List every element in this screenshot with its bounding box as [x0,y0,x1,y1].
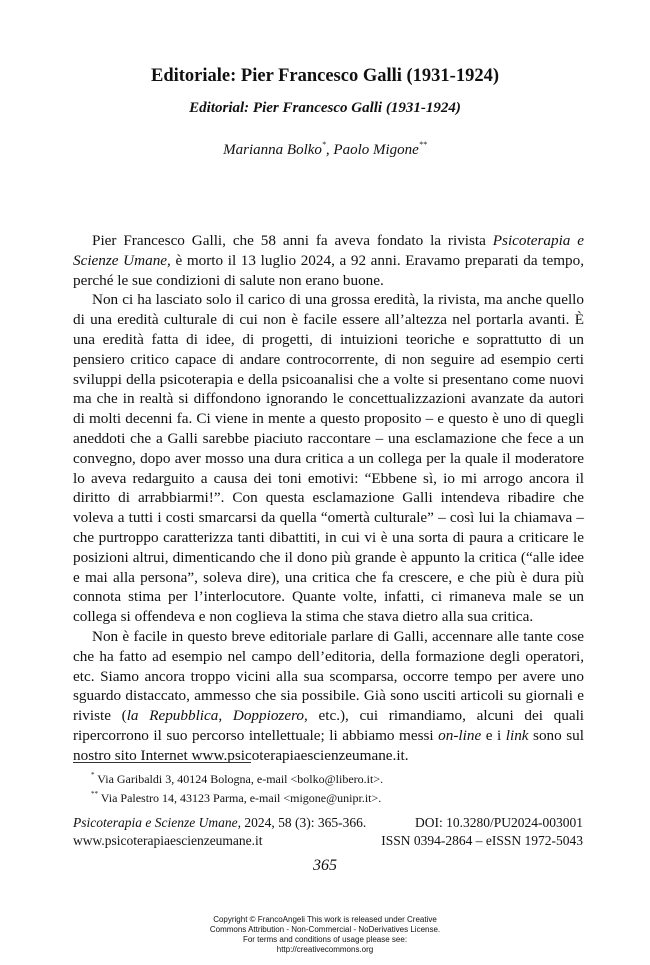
article-body [73,231,584,766]
paragraph [73,627,584,766]
text-run: Pier Francesco Galli, che 58 anni fa aveva fondato la rivista [92,232,493,249]
newspaper-name: la Repubblica [126,707,219,725]
magazine-name: Doppiozero [232,707,305,725]
footnote-marker: * [321,140,326,149]
citation-journal [73,815,366,831]
author-name: Paolo Migone [333,142,419,158]
license-line: For terms and conditions of usage please see: [242,935,408,944]
italic-term: link [505,726,529,744]
page-number: 365 [313,857,337,874]
author-name: Marianna Bolko [223,142,322,158]
journal-website: www.psicoterapiaescienzeumane.it [73,833,263,848]
text-run: , [218,707,233,725]
text-run: , è morto il 13 luglio 2024, a 92 anni. Eravamo preparati da tempo, perché le sue condizioni di salute non erano buone. [73,251,585,289]
license-link[interactable]: http://creativecommons.org [276,945,374,954]
journal-name: Psicoterapia e Scienze Umane [73,232,584,269]
footnote-text: Via Palestro 14, 43123 Parma, e-mail <migone@unipr.it>. [98,791,382,805]
issn: ISSN 0394-2864 – eISSN 1972-5043 [381,833,583,848]
footnote [91,790,381,806]
footnote-marker: * [91,771,95,779]
footnote [91,771,383,787]
footnote-marker: ** [418,140,427,149]
footnote-marker: ** [91,790,98,798]
author-separator: , [325,142,334,158]
article-subtitle: Editorial: Pier Francesco Galli (1931-1924) [189,100,461,116]
text-run: Non è facile in questo breve editoriale parlare di Galli, accennare alle tante cose che ha fatto ad esempio nel campo dell’editoria, della formazione degli operatori, etc. Siamo ancora troppo vicini alla sua scomparsa, occorre tempo per avere uno sguardo distaccato, ammesso che sia possibile. Già sono usciti articoli su giornali e riviste ( [73,627,584,725]
article-title: Editoriale: Pier Francesco Galli (1931-1924) [151,66,499,86]
license-line: Commons Attribution - Non-Commercial - NoDerivatives License. [209,925,441,934]
text-run: sono sul nostro sito Internet www.psicoterapiaescienzeumane.it. [73,726,584,764]
license-line: Copyright © FrancoAngeli This work is released under Creative [213,915,437,924]
journal-name: Psicoterapia e Scienze Umane [73,815,238,830]
italic-term: on-line [438,726,482,744]
citation-details: , 2024, 58 (3): 365-366. [237,815,367,830]
author-line [0,140,650,159]
paragraph: Non ci ha lasciato solo il carico di una grossa eredità, la rivista, ma anche quello di una eredità culturale di cui non è facile essere all’altezza nel portarla avanti. È una eredità fatta di idee, di progetti, di intuizioni teoriche e soprattutto di un pensiero critico capace di andare controcorrente, di non seguire ad esempio certi sviluppi della psicoterapia e della psicoanalisi che a volte si presentano come nuovi ma che in realtà si diffondono ignorando le concettualizzazioni avanzate da autori di molti decenni fa. Ci viene in mente a questo proposito – e questo è uno di quegli aneddoti che a Galli sarebbe piaciuto raccontare – una esclamazione che fece a un convegno, dopo aver mosso una dura critica a un collega per la quale il moderatore lo aveva redarguito a causa dei toni emotivi: “Ebbene sì, io mi arrogo ancora il diritto di arrabbiarmi!”. Con questa esclamazione Galli intendeva ribadire che voleva a tutti i costi smarcarsi da quella “omertà culturale” – così lui la chiamava – che purtroppo caratterizza tanti dibattiti, in cui vi è una sorta di paura a criticare le posizioni altrui, dimenticando che il dono più grande è appunto la critica (“alle idee e mai alla persona”, soleva dire), una critica che fa crescere, e che più è dura più connota stima per l’interlocutore. Quante volte, infatti, ci rimaneva male se un collega si offendeva e non coglieva la stima che stava dietro alla sua critica. [73,291,584,626]
text-run: , etc.), cui rimandiamo, alcuni dei quali ripercorrono il suo percorso intellettuale; li abbiamo messi [73,707,585,744]
text-run: e i [481,726,506,744]
doi: DOI: 10.3280/PU2024-003001 [415,815,583,830]
paragraph [73,231,584,290]
footnote-text: Via Garibaldi 3, 40124 Bologna, e-mail <bolko@libero.it>. [94,772,384,786]
footnote-divider [73,762,251,763]
